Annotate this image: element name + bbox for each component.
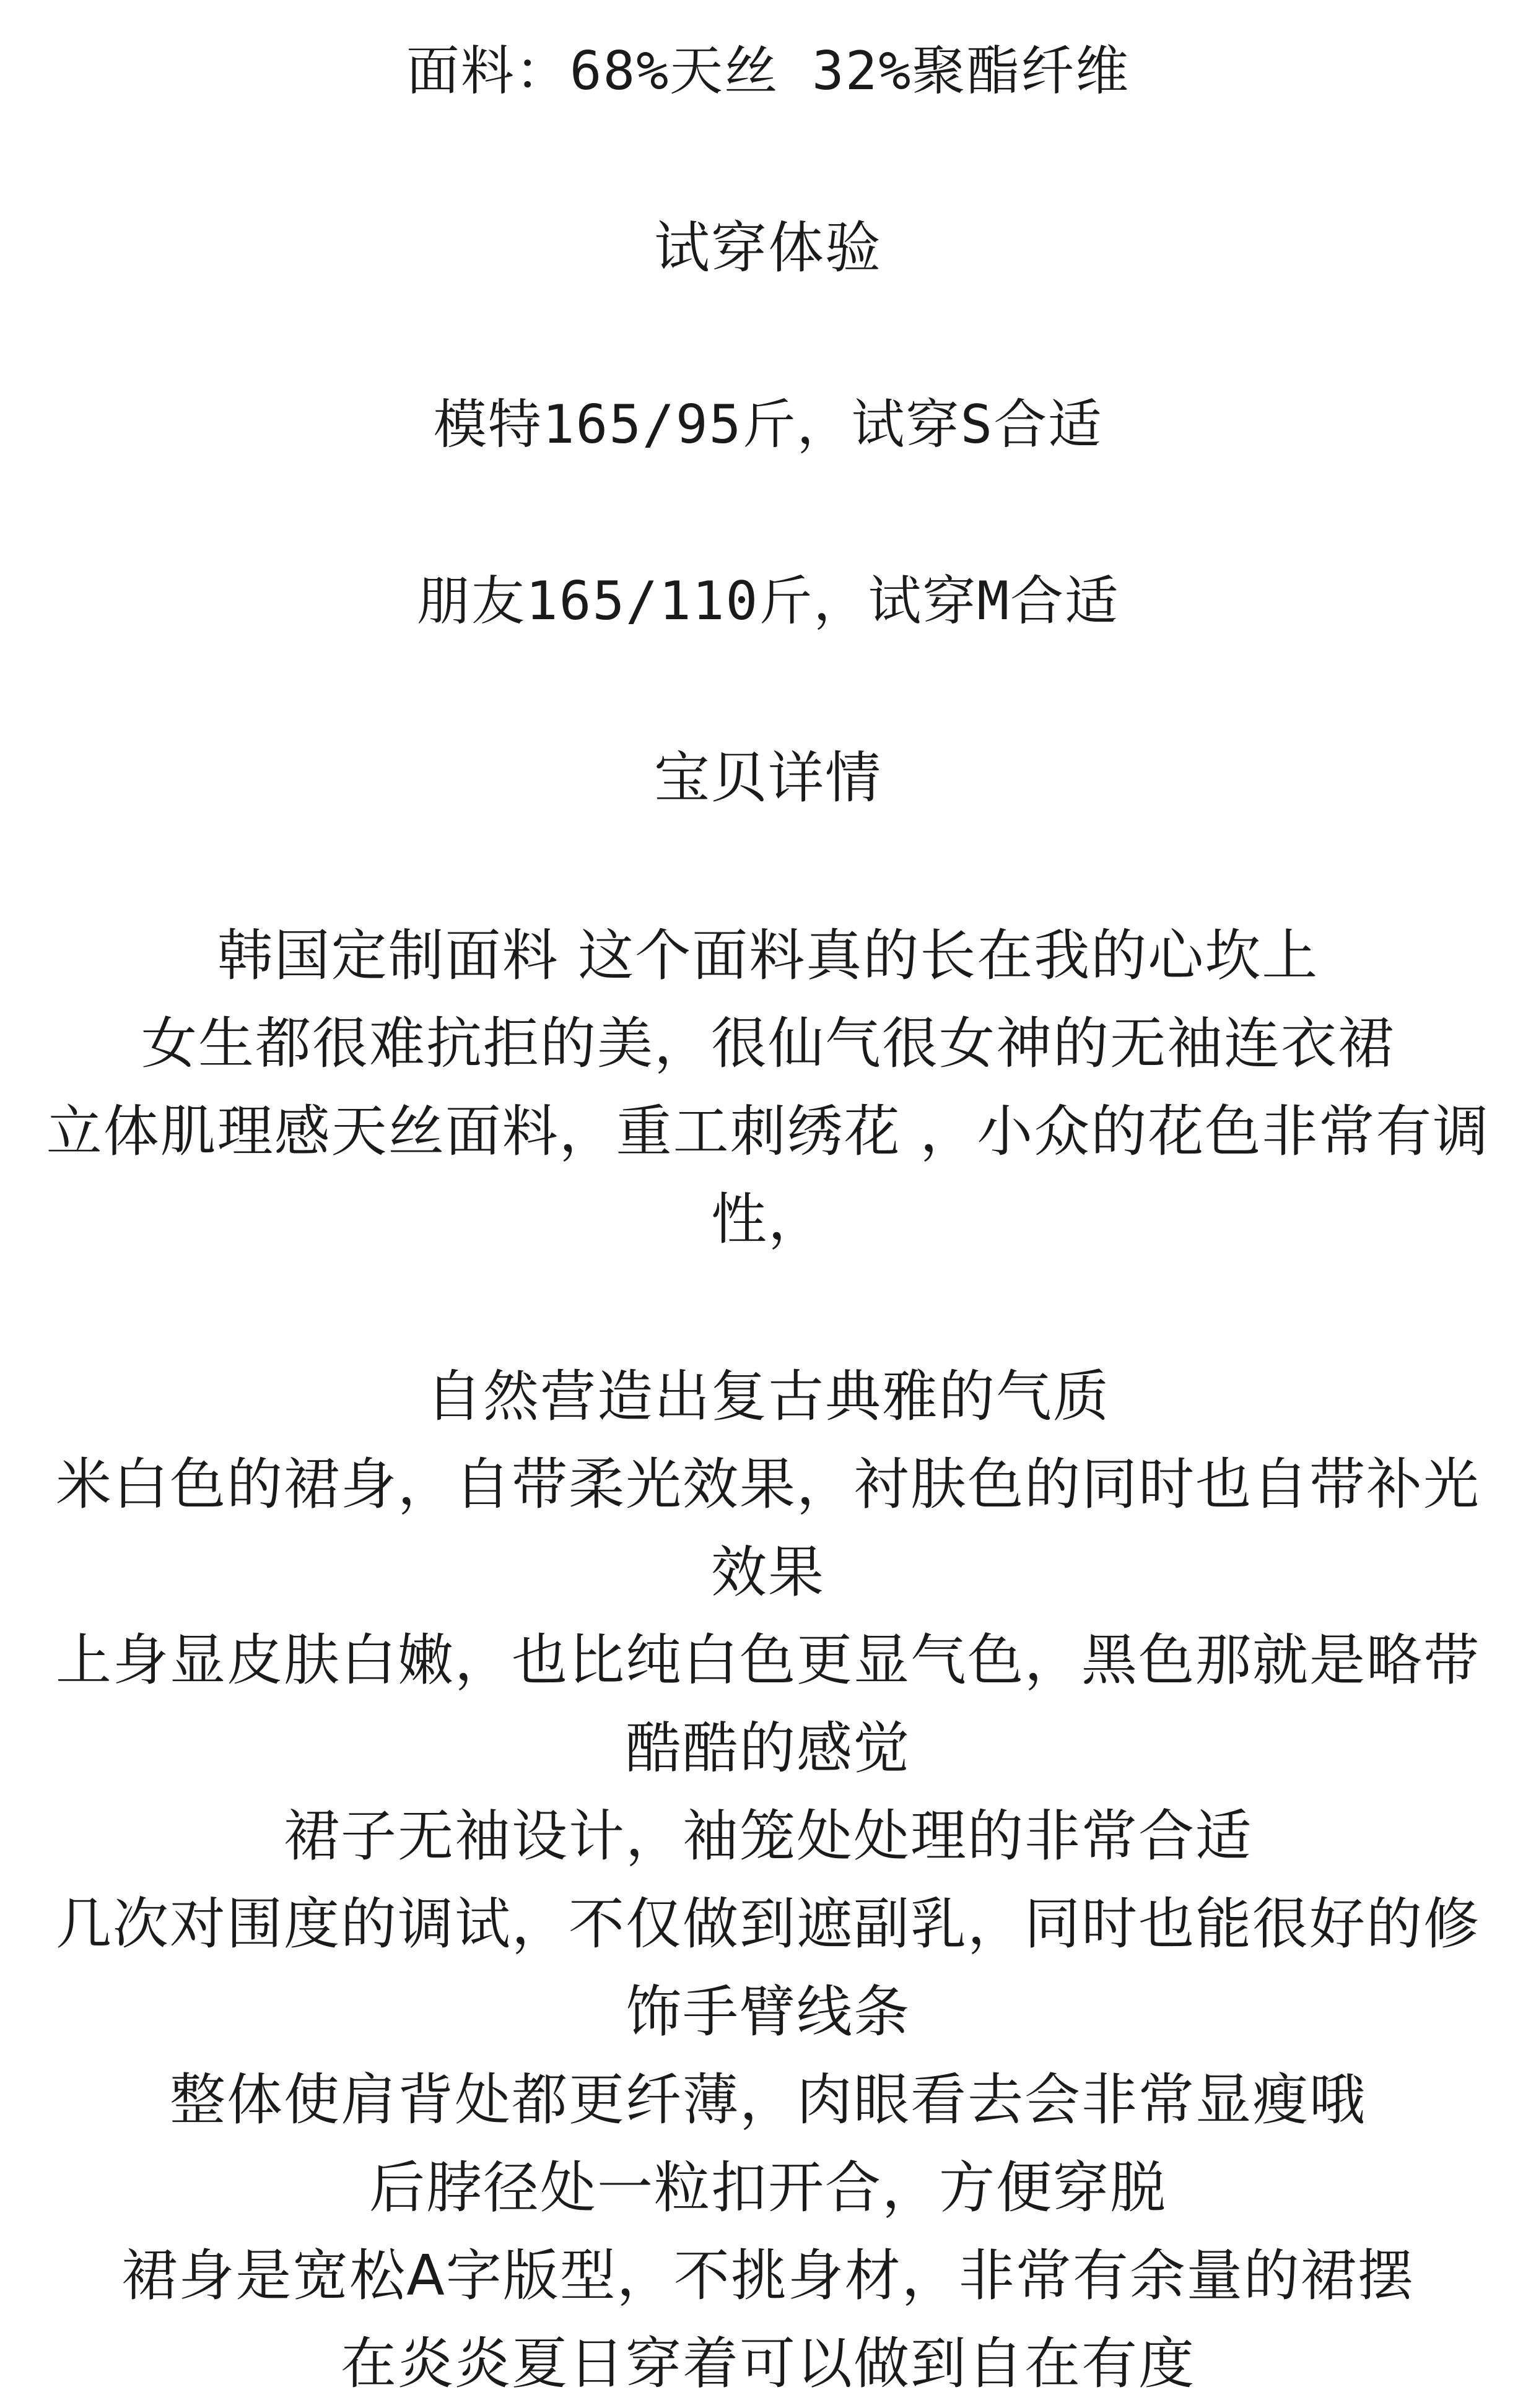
description-line: 裙子无袖设计，袖笼处处理的非常合适 — [284, 1804, 1252, 1869]
fitting-friend-size: 朋友165/110斤，试穿M合适 — [416, 570, 1120, 632]
description-line: 女生都很难抗拒的美，很仙气很女神的无袖连衣裙 — [141, 1011, 1395, 1076]
description-line: 整体使肩背处都更纤薄，肉眼看去会非常显瘦哦 — [170, 2067, 1366, 2132]
description-line: 韩国定制面料 这个面料真的长在我的心坎上 — [217, 923, 1319, 988]
fitting-title: 试穿体验 — [654, 215, 882, 280]
description-line: 性， — [711, 1187, 825, 1252]
description-line: 米白色的裙身，自带柔光效果，衬肤色的同时也自带补光 — [56, 1452, 1480, 1517]
description-line: 自然营造出复古典雅的气质 — [426, 1364, 1110, 1429]
description-line: 酷酷的感觉 — [626, 1716, 910, 1781]
fitting-model-size: 模特165/95斤，试穿S合适 — [433, 394, 1103, 456]
fabric-composition: 面料：68%天丝 32%聚酯纤维 — [406, 40, 1130, 102]
description-line: 在炎炎夏日穿着可以做到自在有度 — [341, 2331, 1195, 2396]
description-line: 上身显皮肤白嫩，也比纯白色更显气色，黑色那就是略带 — [56, 1628, 1480, 1693]
description-line: 后脖径处一粒扣开合，方便穿脱 — [369, 2155, 1167, 2220]
description-line: 效果 — [711, 1540, 825, 1605]
description-line: 几次对围度的调试，不仅做到遮副乳，同时也能很好的修 — [56, 1892, 1480, 1957]
description-line: 饰手臂线条 — [626, 1980, 910, 2045]
description-line: 裙身是宽松A字版型，不挑身材，非常有余量的裙摆 — [121, 2243, 1415, 2308]
description-line: 立体肌理感天丝面料，重工刺绣花 ，小众的花色非常有调 — [46, 1099, 1490, 1164]
details-title: 宝贝详情 — [654, 745, 882, 811]
